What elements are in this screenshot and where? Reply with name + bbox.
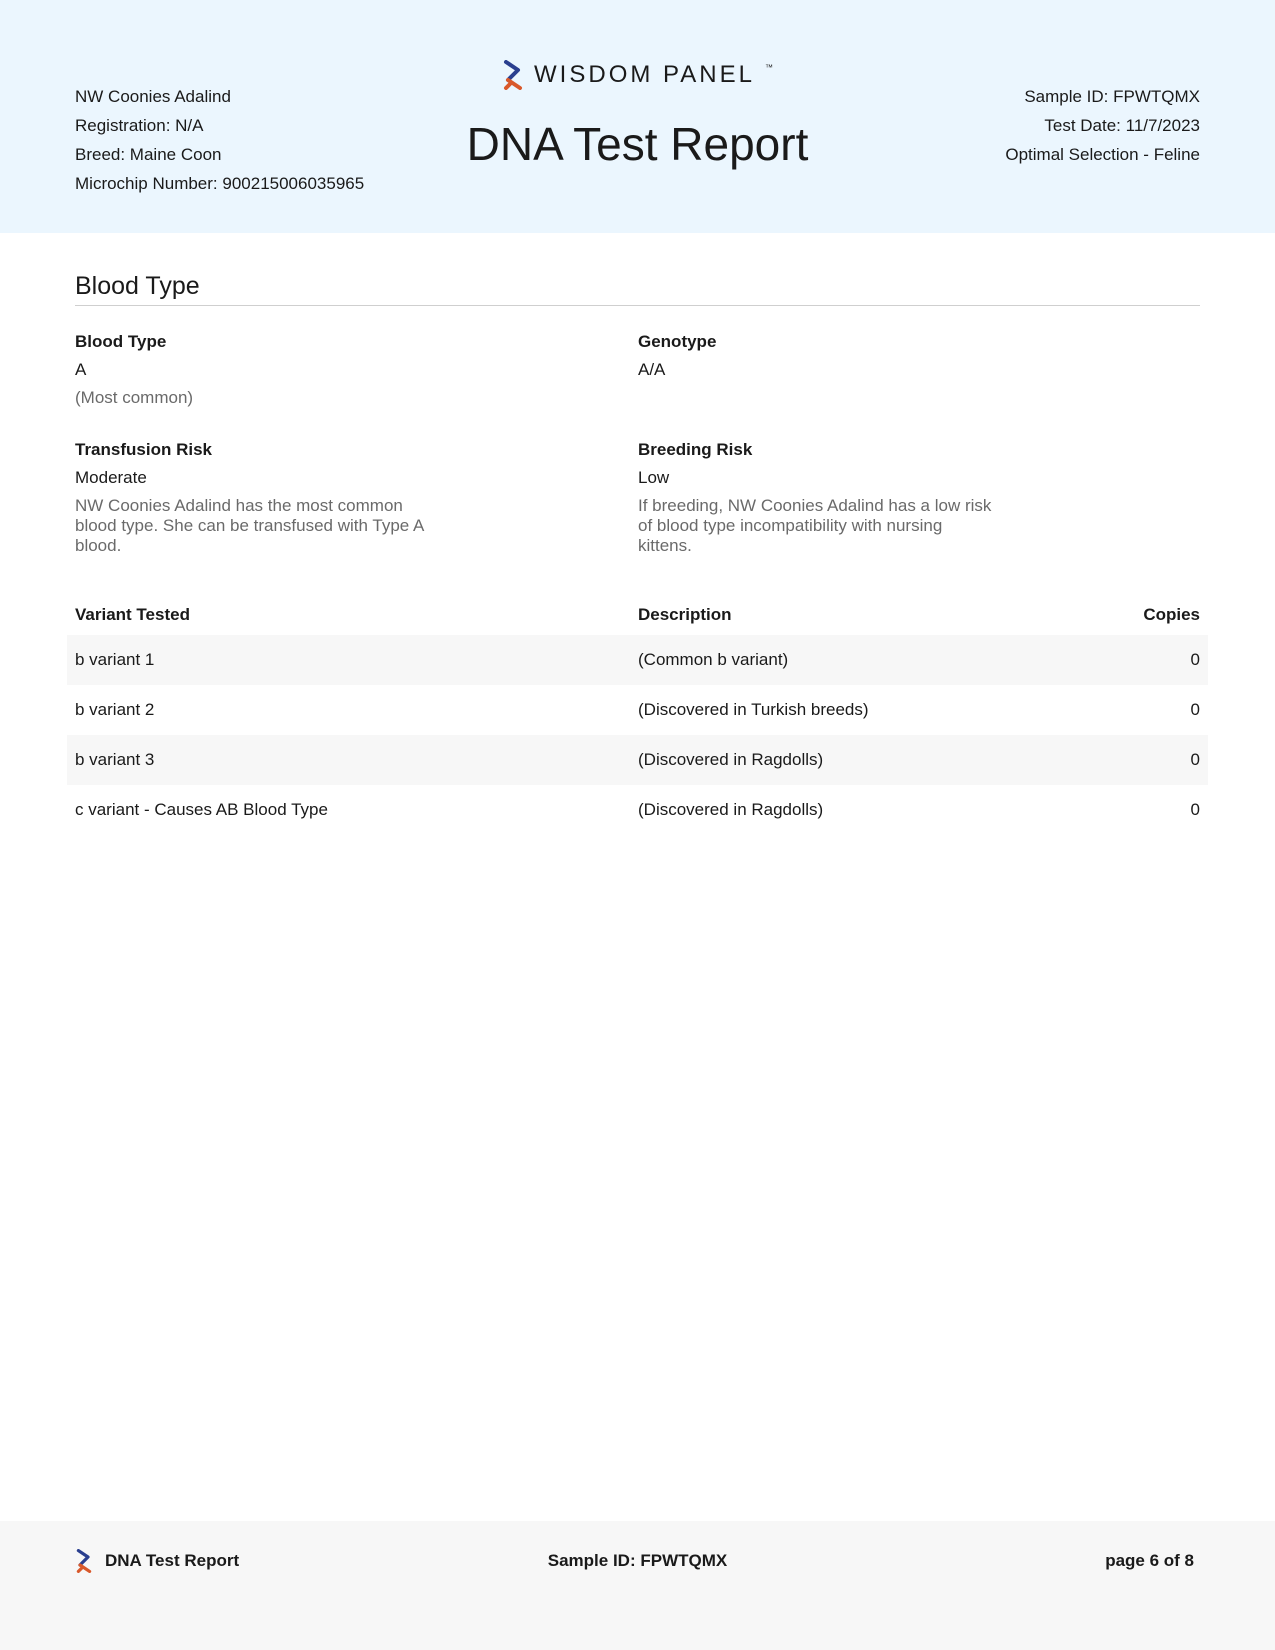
table-header xyxy=(67,595,1208,635)
copies-cell: 0 xyxy=(1190,650,1200,669)
table-row xyxy=(67,785,1208,835)
transfusion-risk-note: NW Coonies Adalind has the most common blood type. She can be transfused with Type A blood. xyxy=(75,496,424,555)
description-cell: (Discovered in Ragdolls) xyxy=(638,800,824,819)
header-variant: Variant Tested xyxy=(75,605,190,624)
copies-cell: 0 xyxy=(1190,750,1200,769)
sample-info xyxy=(1005,82,1200,169)
table-row xyxy=(67,685,1208,735)
breeding-risk-note: If breeding, NW Coonies Adalind has a low risk of blood type incompatibility with nursing kittens. xyxy=(638,496,992,555)
blood-type-note: (Most common) xyxy=(75,388,194,407)
brand-name: WISDOM PANEL xyxy=(534,61,755,88)
transfusion-risk-label: Transfusion Risk xyxy=(75,440,212,459)
report-title: DNA Test Report xyxy=(466,118,809,170)
variant-table xyxy=(67,595,1208,835)
breeding-risk-label: Breeding Risk xyxy=(638,440,753,459)
brand-logo xyxy=(502,60,773,90)
description-cell: (Discovered in Ragdolls) xyxy=(638,750,824,769)
genotype-label: Genotype xyxy=(638,332,717,351)
breed: Breed: Maine Coon xyxy=(75,145,222,164)
report-header xyxy=(0,0,1275,233)
product-name: Optimal Selection - Feline xyxy=(1005,145,1200,164)
variant-cell: b variant 2 xyxy=(75,700,155,719)
microchip-number: Microchip Number: 900215006035965 xyxy=(75,174,365,193)
description-cell: (Common b variant) xyxy=(638,650,789,669)
genotype-value: A/A xyxy=(638,360,666,379)
header-copies: Copies xyxy=(1143,605,1200,624)
table-row xyxy=(67,735,1208,785)
page-number: page 6 of 8 xyxy=(1105,1551,1194,1570)
registration: Registration: N/A xyxy=(75,116,204,135)
variant-cell: c variant - Causes AB Blood Type xyxy=(75,800,328,819)
copies-cell: 0 xyxy=(1190,700,1200,719)
table-row xyxy=(67,635,1208,685)
transfusion-risk-field xyxy=(75,440,435,556)
trademark: ™ xyxy=(764,62,773,72)
header-description: Description xyxy=(638,605,732,624)
page-footer xyxy=(0,1521,1275,1650)
transfusion-risk-value: Moderate xyxy=(75,468,147,487)
breeding-risk-value: Low xyxy=(638,468,670,487)
test-date: Test Date: 11/7/2023 xyxy=(1044,116,1200,135)
variant-cell: b variant 3 xyxy=(75,750,155,769)
pet-name: NW Coonies Adalind xyxy=(75,87,231,106)
variant-cell: b variant 1 xyxy=(75,650,155,669)
genotype-field xyxy=(638,332,716,388)
sample-id: Sample ID: FPWTQMX xyxy=(1024,87,1200,106)
blood-type-label: Blood Type xyxy=(75,332,167,351)
breeding-risk-field xyxy=(638,440,998,556)
wisdom-panel-helix-icon xyxy=(502,60,524,90)
description-cell: (Discovered in Turkish breeds) xyxy=(638,700,869,719)
blood-type-field xyxy=(75,332,435,408)
footer-sample-id: Sample ID: FPWTQMX xyxy=(547,1551,728,1570)
copies-cell: 0 xyxy=(1190,800,1200,819)
blood-type-value: A xyxy=(75,360,87,379)
section-title: Blood Type xyxy=(75,272,1200,306)
footer-title: DNA Test Report xyxy=(105,1551,240,1570)
